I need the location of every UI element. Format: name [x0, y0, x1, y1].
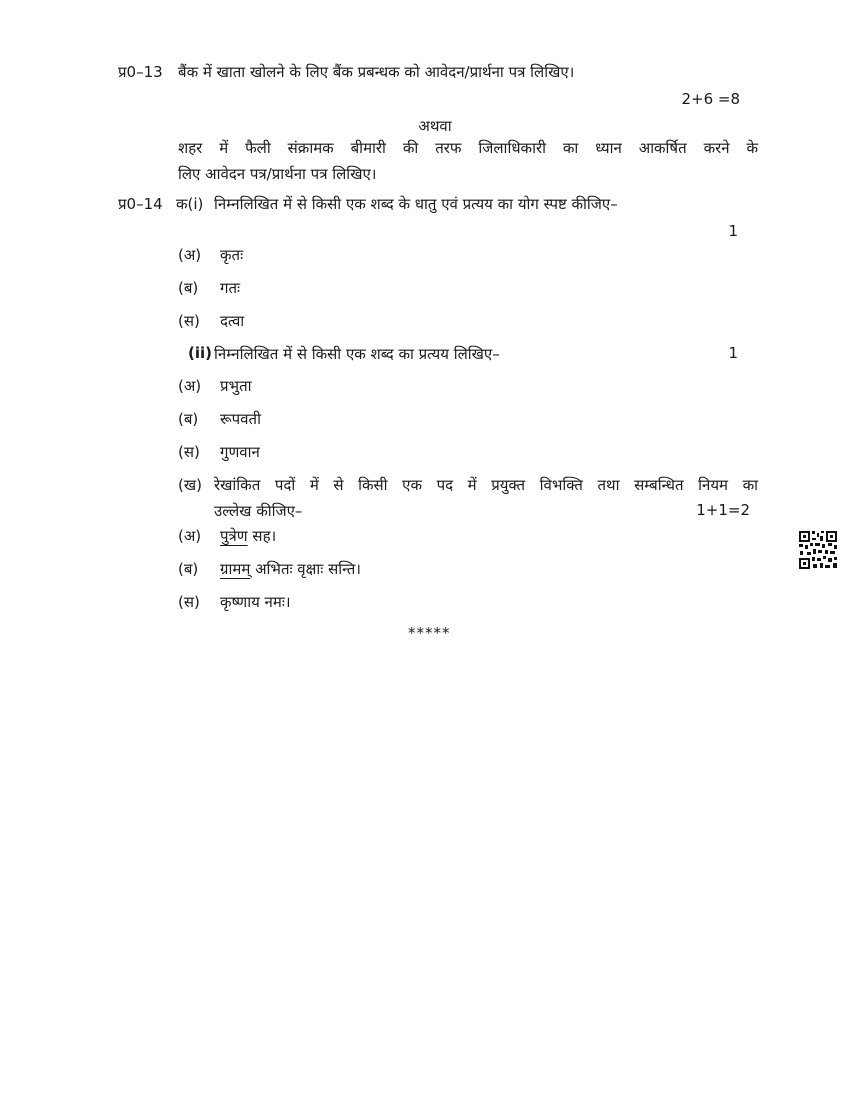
- option-rest: कृष्णाय नमः।: [220, 593, 291, 611]
- q14-part-ii-marks: 1: [728, 344, 738, 362]
- option-label: (स): [178, 312, 200, 330]
- option-label: (स): [178, 593, 200, 611]
- option-label: (अ): [178, 527, 202, 545]
- option-text: [220, 526, 276, 546]
- option-text: कृतः: [220, 246, 244, 264]
- option-text: गुणवान: [220, 443, 260, 461]
- option-label: (ब): [178, 279, 199, 297]
- qr-code-icon: [798, 530, 838, 570]
- underlined-word: ग्रामम्: [220, 560, 251, 578]
- option-label: (स): [178, 443, 200, 461]
- option-rest: अभितः वृक्षाः सन्ति।: [250, 560, 361, 578]
- q14-number: प्र0–14: [118, 195, 163, 213]
- q14-part-kha-line2: उल्लेख कीजिए–: [214, 502, 303, 520]
- q14-part-ii-label: (ii): [188, 344, 212, 362]
- q14-part-kha-line1: रेखांकित पदों में से किसी एक पद में प्रयुक्त विभक्ति तथा सम्बन्धित नियम का: [214, 476, 758, 494]
- q13-alt-line2: लिए आवेदन पत्र/प्रार्थना पत्र लिखिए।: [178, 165, 377, 183]
- q14-part-ii-text: निम्नलिखित में से किसी एक शब्द का प्रत्यय लिखिए–: [214, 345, 500, 363]
- option-label: (अ): [178, 377, 202, 395]
- q13-alt-line1: शहर में फैली संक्रामक बीमारी की तरफ जिलाधिकारी का ध्यान आकर्षित करने के: [178, 139, 758, 157]
- option-text: गतः: [220, 279, 241, 297]
- option-text: दत्वा: [220, 312, 245, 330]
- q14-part-kha-label: (ख): [178, 476, 202, 494]
- q14-part-i-marks: 1: [728, 222, 738, 240]
- option-text: रूपवती: [220, 410, 261, 428]
- q14-part-i-label: क(i): [176, 195, 204, 213]
- q14-part-kha-marks: 1+1=2: [696, 501, 750, 519]
- option-label: (ब): [178, 560, 199, 578]
- q13-or: अथवा: [418, 117, 452, 135]
- underlined-word: पुत्रेण: [220, 527, 248, 545]
- option-text: प्रभुता: [220, 377, 252, 395]
- option-text: [220, 559, 361, 579]
- end-mark: *****: [408, 624, 451, 642]
- option-label: (ब): [178, 410, 199, 428]
- q13-marks: 2+6 =8: [681, 90, 740, 108]
- option-rest: सह।: [247, 527, 277, 545]
- option-label: (अ): [178, 246, 202, 264]
- option-text: [220, 592, 291, 612]
- q13-text: बैंक में खाता खोलने के लिए बैंक प्रबन्धक को आवेदन/प्रार्थना पत्र लिखिए।: [178, 63, 575, 81]
- q14-part-i-text: निम्नलिखित में से किसी एक शब्द के धातु एवं प्रत्यय का योग स्पष्ट कीजिए–: [214, 195, 618, 213]
- q13-number: प्र0–13: [118, 63, 163, 81]
